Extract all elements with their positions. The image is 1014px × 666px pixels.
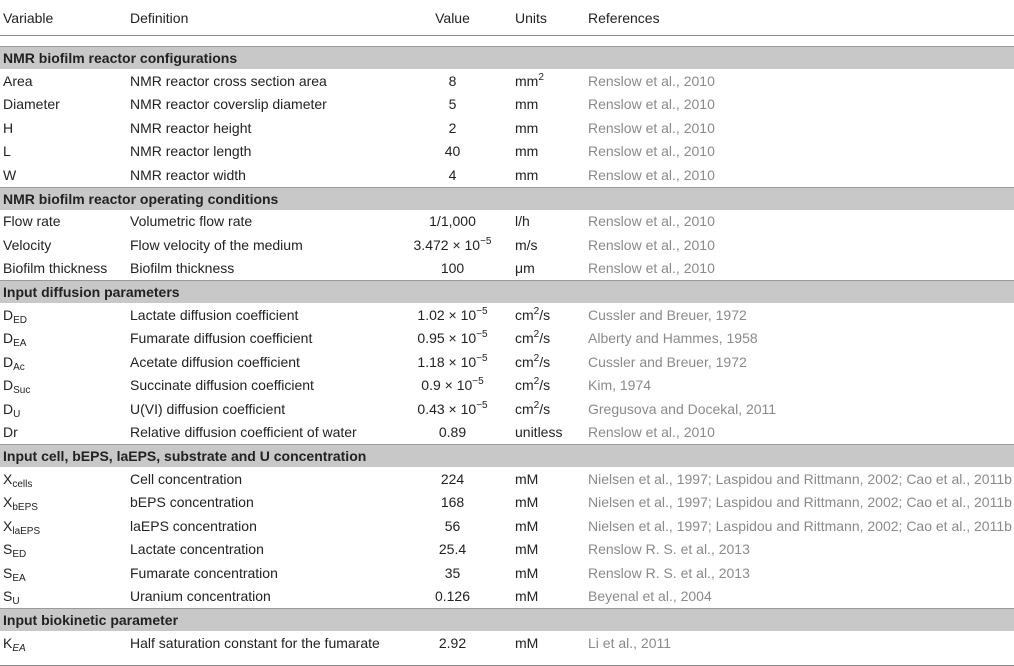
value-cell: 4 [448, 166, 457, 183]
variable-symbol: X [3, 494, 13, 511]
variable-cell [0, 306, 130, 326]
definition-cell: NMR reactor width [130, 166, 246, 183]
variable-subscript: U [12, 596, 20, 608]
unit-base: cm [515, 330, 534, 347]
variable-cell [0, 564, 130, 584]
reference-cell: Renslow R. S. et al., 2013 [588, 564, 750, 581]
reference-cell: Nielsen et al., 1997; Laspidou and Rittmann, 2002; Cao et al., 2011b [588, 470, 1012, 487]
unit-base: μm [515, 260, 535, 277]
unit-base: mM [515, 588, 539, 605]
units-cell [515, 167, 588, 183]
reference-cell: Kim, 1974 [588, 377, 652, 394]
reference-cell: Renslow R. S. et al., 2013 [588, 541, 750, 558]
units-cell [515, 120, 588, 136]
reference-cell: Nielsen et al., 1997; Laspidou and Rittmann, 2002; Cao et al., 2011b [588, 517, 1012, 534]
table-row [0, 538, 1014, 562]
units-cell [515, 494, 588, 510]
table-row [0, 116, 1014, 140]
unit-base: mm [515, 96, 539, 113]
section-header: NMR biofilm reactor operating conditions [0, 187, 1014, 210]
value-mantissa: 1.02 × 10 [417, 306, 477, 323]
units-cell [515, 518, 588, 534]
variable-cell: Velocity [3, 236, 52, 253]
reference-cell: Renslow et al., 2010 [588, 260, 715, 277]
section-header: Input diffusion parameters [0, 280, 1014, 303]
value-cell [390, 377, 515, 393]
variable-symbol: S [3, 564, 13, 581]
definition-cell: Lactate concentration [130, 541, 264, 558]
unit-base: cm [515, 377, 534, 394]
units-cell [515, 330, 588, 346]
variable-subscript: Suc [13, 385, 31, 397]
unit-base: mM [515, 564, 539, 581]
unit-tail: /s [539, 377, 551, 394]
value-cell: 0.126 [434, 588, 471, 605]
definition-cell: Cell concentration [130, 470, 243, 487]
definition-cell: NMR reactor coverslip diameter [130, 96, 327, 113]
value-exponent: −5 [476, 352, 488, 364]
variable-subscript: EA [12, 642, 26, 654]
value-mantissa: 1.18 × 10 [417, 353, 477, 370]
units-cell [515, 237, 588, 253]
value-cell: 0.89 [438, 424, 467, 441]
unit-base: mM [515, 541, 539, 558]
variable-cell [0, 330, 130, 350]
units-cell [515, 213, 588, 229]
variable-cell [0, 494, 130, 514]
unit-superscript: 2 [533, 399, 540, 411]
reference-cell: Cussler and Breuer, 1972 [588, 353, 747, 370]
variable-cell: W [3, 166, 17, 183]
units-cell [515, 73, 588, 89]
table-row [0, 374, 1014, 398]
value-cell [390, 237, 515, 253]
table-row [0, 421, 1014, 445]
variable-cell: Diameter [3, 96, 60, 113]
table-row [0, 631, 1014, 655]
units-cell [515, 635, 588, 651]
section-header: NMR biofilm reactor configurations [0, 46, 1014, 69]
unit-base: mM [515, 470, 539, 487]
reference-cell: Renslow et al., 2010 [588, 213, 715, 230]
reference-cell: Alberty and Hammes, 1958 [588, 330, 758, 347]
variable-cell: Dr [3, 424, 18, 441]
table-row [0, 69, 1014, 93]
header-units: Units [515, 9, 547, 26]
value-exponent: −5 [480, 235, 492, 247]
unit-base: mm [515, 143, 539, 160]
variable-symbol: D [3, 400, 14, 417]
reference-cell: Renslow et al., 2010 [588, 236, 715, 253]
reference-cell: Renslow et al., 2010 [588, 424, 715, 441]
table-bottom-rule [0, 655, 1014, 666]
unit-base: m/s [515, 236, 538, 253]
table-row [0, 163, 1014, 187]
definition-cell: Succinate diffusion coefficient [130, 377, 314, 394]
table-header [0, 0, 1014, 36]
units-cell [515, 471, 588, 487]
variable-cell [0, 541, 130, 561]
unit-tail: /s [539, 306, 551, 323]
unit-tail: /s [539, 400, 551, 417]
unit-tail: /s [539, 330, 551, 347]
variable-cell: H [3, 119, 14, 136]
value-cell [390, 307, 515, 323]
variable-subscript: U [13, 408, 21, 420]
unit-base: mM [515, 517, 539, 534]
definition-cell: Volumetric flow rate [130, 213, 253, 230]
variable-cell [0, 353, 130, 373]
unit-base: mm [515, 72, 539, 89]
reference-cell: Nielsen et al., 1997; Laspidou and Rittmann, 2002; Cao et al., 2011b [588, 494, 1012, 511]
definition-cell: U(VI) diffusion coefficient [130, 400, 286, 417]
definition-cell: Fumarate diffusion coefficient [130, 330, 313, 347]
units-cell [515, 565, 588, 581]
reference-cell: Beyenal et al., 2004 [588, 588, 712, 605]
value-cell: 2.92 [438, 634, 467, 651]
variable-symbol: D [3, 377, 14, 394]
value-cell: 1/1,000 [429, 213, 476, 230]
variable-cell: L [3, 143, 11, 160]
table-row [0, 140, 1014, 164]
value-cell: 56 [444, 517, 461, 534]
unit-base: cm [515, 400, 534, 417]
section-header: Input cell, bEPS, laEPS, substrate and U concentration [0, 444, 1014, 467]
variable-cell [0, 634, 130, 654]
variable-cell [0, 377, 130, 397]
value-cell: 224 [440, 470, 465, 487]
unit-tail: /s [539, 353, 551, 370]
table-row [0, 327, 1014, 351]
variable-subscript: EA [12, 572, 26, 584]
table-row [0, 561, 1014, 585]
unit-base: cm [515, 353, 534, 370]
units-cell [515, 401, 588, 417]
definition-cell: Half saturation constant for the fumarate [130, 634, 380, 651]
header-variable: Variable [3, 9, 54, 26]
table-row [0, 350, 1014, 374]
units-cell [515, 307, 588, 323]
reference-cell: Renslow et al., 2010 [588, 96, 715, 113]
definition-cell: Uranium concentration [130, 588, 271, 605]
unit-base: mm [515, 166, 539, 183]
value-mantissa: 0.9 × 10 [421, 377, 473, 394]
value-exponent: −5 [476, 305, 488, 317]
units-cell [515, 96, 588, 112]
unit-superscript: 2 [533, 329, 540, 341]
unit-base: mM [515, 634, 539, 651]
table-row [0, 210, 1014, 234]
variable-cell [0, 517, 130, 537]
variable-subscript: Ac [13, 361, 25, 373]
value-cell [390, 401, 515, 417]
definition-cell: Relative diffusion coefficient of water [130, 424, 357, 441]
header-definition: Definition [130, 9, 189, 26]
units-cell [515, 541, 588, 557]
reference-cell: Renslow et al., 2010 [588, 143, 715, 160]
variable-subscript: laEPS [12, 525, 41, 537]
value-cell: 100 [440, 260, 465, 277]
reference-cell: Renslow et al., 2010 [588, 119, 715, 136]
value-cell: 8 [448, 72, 457, 89]
value-cell: 25.4 [438, 541, 467, 558]
variable-symbol: S [3, 588, 13, 605]
value-cell: 2 [448, 119, 457, 136]
definition-cell: Biofilm thickness [130, 260, 235, 277]
unit-superscript: 2 [533, 352, 540, 364]
table-row [0, 93, 1014, 117]
variable-symbol: D [3, 353, 14, 370]
reference-cell: Li et al., 2011 [588, 634, 672, 651]
variable-cell: Biofilm thickness [3, 260, 108, 277]
units-cell [515, 377, 588, 393]
units-cell [515, 588, 588, 604]
variable-subscript: EA [13, 338, 27, 350]
table-row [0, 585, 1014, 609]
units-cell [515, 354, 588, 370]
variable-subscript: ED [13, 314, 28, 326]
table-row [0, 303, 1014, 327]
table-row [0, 257, 1014, 281]
definition-cell: bEPS concentration [130, 494, 254, 511]
value-cell [390, 330, 515, 346]
header-gap [0, 36, 1014, 46]
table-body [0, 46, 1014, 655]
definition-cell: Fumarate concentration [130, 564, 278, 581]
variable-subscript: cells [12, 478, 33, 490]
unit-base: mm [515, 119, 539, 136]
definition-cell: laEPS concentration [130, 517, 257, 534]
value-mantissa: 0.43 × 10 [417, 400, 477, 417]
table-row [0, 514, 1014, 538]
header-references: References [588, 9, 660, 26]
variable-symbol: D [3, 330, 14, 347]
unit-base: unitless [515, 424, 563, 441]
unit-base: cm [515, 306, 534, 323]
header-value: Value [435, 9, 470, 26]
variable-subscript: bEPS [12, 502, 38, 514]
variable-symbol: X [3, 517, 13, 534]
variable-cell [0, 470, 130, 490]
definition-cell: Acetate diffusion coefficient [130, 353, 300, 370]
unit-superscript: 2 [538, 71, 544, 83]
units-cell [515, 424, 588, 440]
table-row [0, 397, 1014, 421]
unit-superscript: 2 [533, 305, 540, 317]
value-exponent: −5 [476, 329, 488, 341]
reference-cell: Gregusova and Docekal, 2011 [588, 400, 777, 417]
variable-symbol: K [3, 634, 13, 651]
definition-cell: NMR reactor cross section area [130, 72, 327, 89]
value-cell: 5 [448, 96, 457, 113]
variable-cell [0, 588, 130, 608]
value-exponent: −5 [472, 376, 484, 388]
value-cell: 35 [444, 564, 461, 581]
value-exponent: −5 [476, 399, 488, 411]
reference-cell: Renslow et al., 2010 [588, 166, 715, 183]
variable-symbol: X [3, 470, 13, 487]
reference-cell: Renslow et al., 2010 [588, 72, 715, 89]
table-row [0, 467, 1014, 491]
table-row [0, 491, 1014, 515]
variable-cell [0, 400, 130, 420]
variable-cell: Area [3, 72, 33, 89]
variable-subscript: ED [12, 549, 27, 561]
definition-cell: NMR reactor height [130, 119, 252, 136]
variable-symbol: S [3, 541, 13, 558]
value-mantissa: 0.95 × 10 [417, 330, 477, 347]
unit-base: l/h [515, 213, 530, 230]
definition-cell: Lactate diffusion coefficient [130, 306, 299, 323]
variable-cell: Flow rate [3, 213, 61, 230]
value-cell: 40 [444, 143, 461, 160]
table-row [0, 233, 1014, 257]
section-header: Input biokinetic parameter [0, 608, 1014, 631]
definition-cell: Flow velocity of the medium [130, 236, 303, 253]
value-cell: 168 [440, 494, 465, 511]
definition-cell: NMR reactor length [130, 143, 252, 160]
variable-symbol: D [3, 306, 14, 323]
unit-superscript: 2 [533, 376, 540, 388]
unit-base: mM [515, 494, 539, 511]
units-cell [515, 143, 588, 159]
value-mantissa: 3.472 × 10 [413, 236, 481, 253]
value-cell [390, 354, 515, 370]
units-cell [515, 260, 588, 276]
reference-cell: Cussler and Breuer, 1972 [588, 306, 747, 323]
